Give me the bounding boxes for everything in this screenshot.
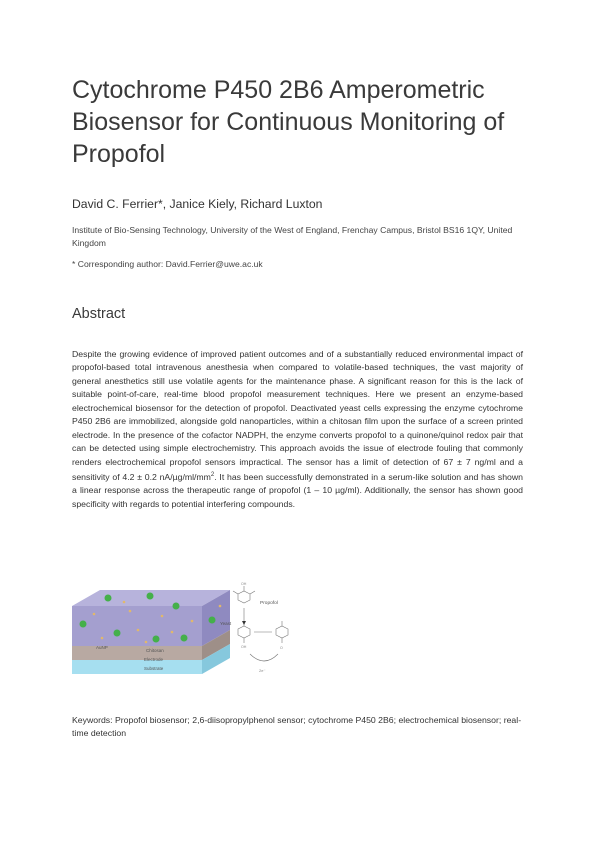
abstract-body bbox=[72, 348, 523, 511]
abstract-text-part1: Despite the growing evidence of improved patient outcomes and of a substantially reduced environmental impact of propofol-based total intravenous anesthesia when compared to volatile-based techniques, the vast majority of general anesthetics still use volatile agents for the maintenance phase. A significant reason for this is the lack of suitable point-of-care, real-time blood propofol measurement techniques. Here we present an enzyme-based electrochemical biosensor for the detection of propofol. Deactivated yeast cells expressing the enzyme cytochrome P450 2B6 are immobilized, alongside gold nanoparticles, within a chitosan film upon the surface of a screen printed electrode. In the presence of the cofactor NADPH, the enzyme converts propofol to a quinone/quinol redox pair that can be detected using simple electrochemistry. This approach avoids the issue of electrode fouling that commonly renders electrochemical propofol sensors impractical. The sensor has a limit of detection of 67 ± 7 ng/ml and a sensitivity of 4.2 ± 0.2 nA/µg/ml/mm bbox=[72, 349, 523, 482]
electrode-layer-front bbox=[72, 646, 202, 660]
chitosan-label: Chitosan bbox=[146, 648, 164, 653]
oh-label-bottom: OH bbox=[241, 645, 247, 649]
electron-label: 2e⁻ bbox=[259, 668, 266, 673]
graphical-abstract-figure bbox=[72, 576, 342, 696]
reaction-arrow-head bbox=[242, 621, 246, 625]
abstract-text-part2: . It has been successfully demonstrated in a serum-like solution and has shown a linear response across the therapeutic range of propofol (1 – 10 µg/ml). Additionally, the sensor has shown good specificity with regards to potential interfering compounds. bbox=[72, 471, 523, 509]
electrode-label: Electrode bbox=[144, 657, 164, 662]
corresponding-author: * Corresponding author: David.Ferrier@uwe.ac.uk bbox=[72, 259, 263, 269]
substrate-label: Substrate bbox=[144, 666, 164, 671]
paper-title: Cytochrome P450 2B6 Amperometric Biosensor for Continuous Monitoring of Propofol bbox=[72, 76, 505, 168]
abstract-heading: Abstract bbox=[72, 306, 126, 322]
oh-label-top: OH bbox=[241, 582, 247, 586]
author-list: David C. Ferrier*, Janice Kiely, Richard Luxton bbox=[72, 197, 323, 211]
aunp-label: AuNP bbox=[96, 645, 108, 650]
abstract-superscript: 2 bbox=[210, 472, 215, 479]
keywords: Keywords: Propofol biosensor; 2,6-diisopropylphenol sensor; cytochrome P450 2B6; electrochemical biosensor; real-time detection bbox=[72, 715, 522, 739]
o-label: O bbox=[280, 646, 283, 650]
substrate-layer-front bbox=[72, 660, 202, 674]
propofol-label: Propofol bbox=[260, 601, 278, 606]
yeast-label: Yeast bbox=[220, 621, 232, 626]
affiliation: Institute of Bio-Sensing Technology, University of the West of England, Frenchay Campus, Bristol BS16 1QY, United Kingdom bbox=[72, 225, 513, 249]
